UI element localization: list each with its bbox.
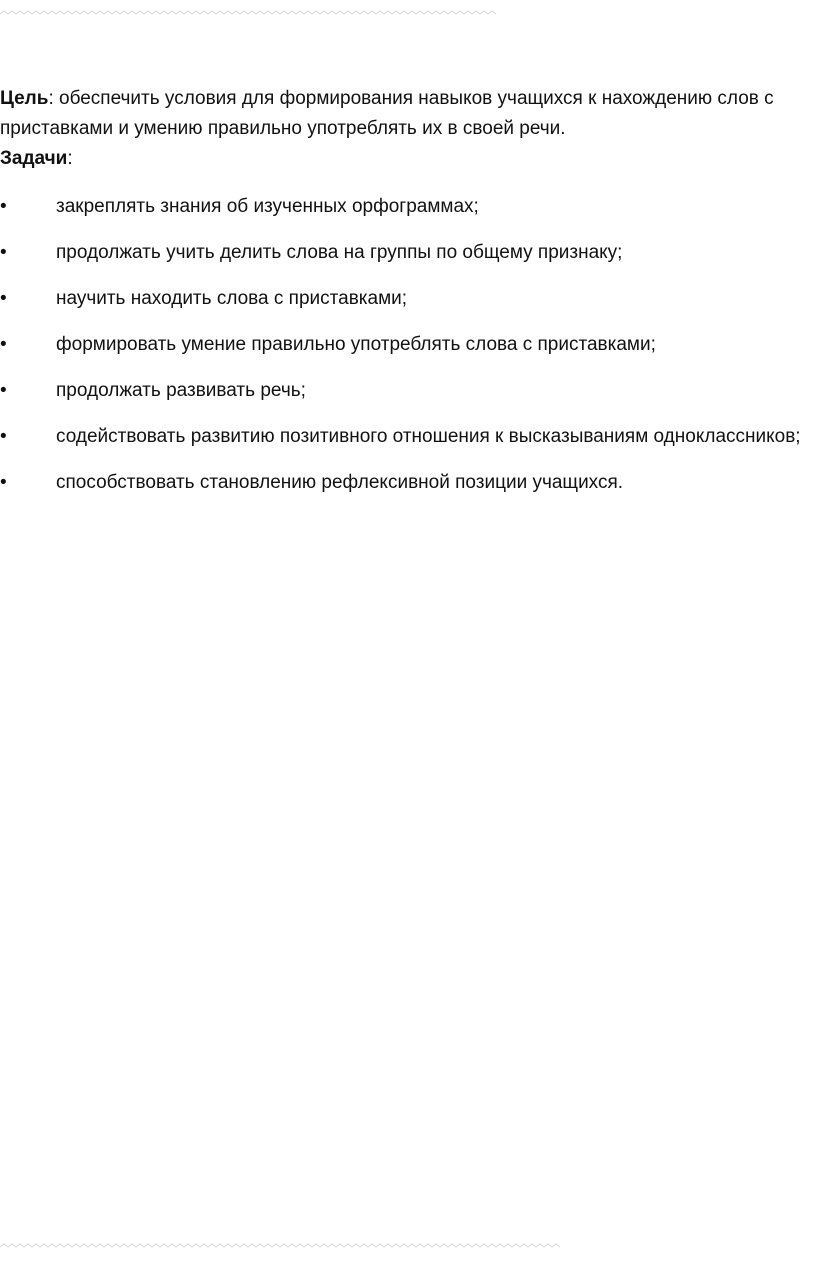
bullet-icon: •	[0, 196, 7, 217]
bullet-icon: •	[0, 242, 7, 263]
list-item-text: содействовать развитию позитивного отношения к высказываниям одноклассников;	[56, 426, 801, 447]
bullet-icon: •	[0, 426, 7, 447]
goal-paragraph	[0, 84, 810, 144]
bullet-icon: •	[0, 472, 7, 493]
list-item-text: формировать умение правильно употреблять слова с приставками;	[56, 334, 656, 355]
goal-separator: :	[48, 88, 59, 109]
page-top-edge	[0, 10, 816, 18]
tasks-label: Задачи	[0, 148, 68, 169]
list-item	[0, 422, 810, 452]
goal-label: Цель	[0, 88, 49, 109]
list-item	[0, 330, 810, 360]
document-body	[0, 84, 810, 498]
tasks-heading	[0, 144, 810, 174]
bullet-icon: •	[0, 334, 7, 355]
goal-text: обеспечить условия для формирования навыков учащихся к нахождению слов с приставками и умению правильно употреблять их в своей речи.	[0, 88, 774, 139]
list-item	[0, 238, 810, 268]
page-bottom-edge	[0, 1243, 816, 1251]
tasks-separator: :	[67, 148, 73, 169]
list-item	[0, 284, 810, 314]
list-item	[0, 376, 810, 406]
tasks-list	[0, 192, 810, 498]
list-item-text: способствовать становлению рефлексивной позиции учащихся.	[56, 472, 624, 493]
list-item	[0, 192, 810, 222]
list-item-text: продолжать развивать речь;	[56, 380, 306, 401]
list-item-text: продолжать учить делить слова на группы по общему признаку;	[56, 242, 623, 263]
list-item-text: научить находить слова с приставками;	[56, 288, 408, 309]
list-item-text: закреплять знания об изученных орфограммах;	[56, 196, 479, 217]
bullet-icon: •	[0, 288, 7, 309]
bullet-icon: •	[0, 380, 7, 401]
list-item	[0, 468, 810, 498]
